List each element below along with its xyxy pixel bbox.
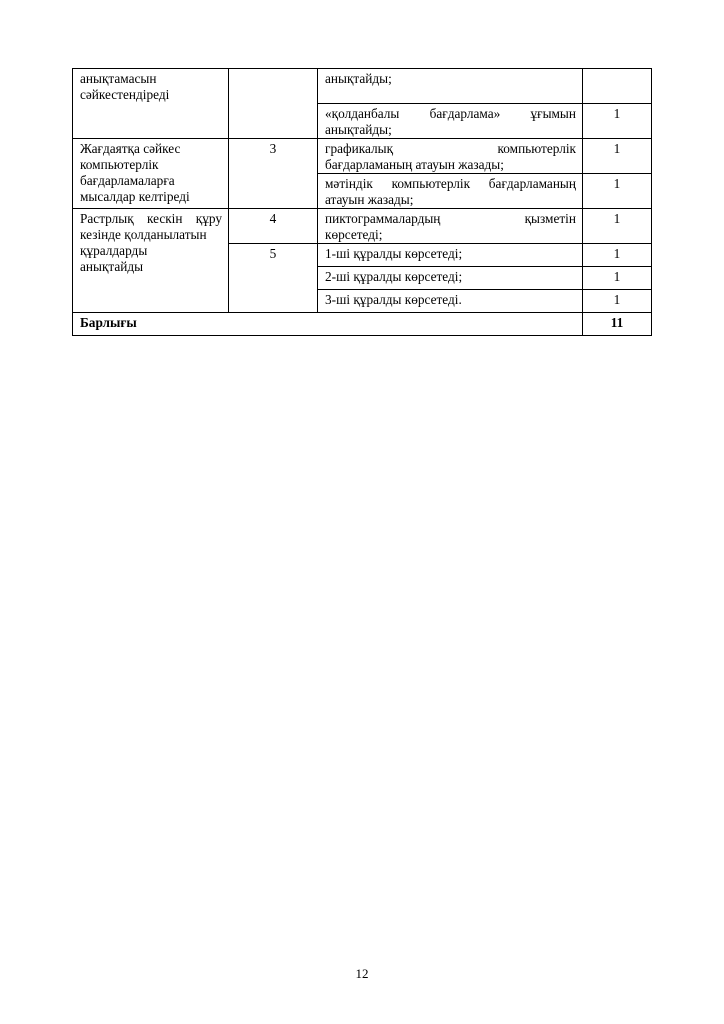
objective-line: кезінде қолданылатын (80, 227, 207, 242)
objective-cell (73, 69, 229, 139)
objective-line: мысалдар келтіреді (80, 189, 190, 204)
objective-line: сәйкестендіреді (80, 87, 170, 102)
total-row (73, 313, 652, 336)
criterion-line: 2-ші құралды көрсетеді; (325, 269, 463, 284)
criterion-word: «қолданбалы (325, 106, 400, 121)
criterion-cell (318, 267, 583, 290)
score-cell (583, 69, 652, 104)
score-cell: 1 (583, 290, 652, 313)
assessment-table (72, 68, 652, 336)
total-value: 11 (583, 313, 652, 336)
task-number-cell: 3 (229, 139, 318, 209)
score-cell: 1 (583, 104, 652, 139)
objective-line: құралдарды (80, 243, 148, 258)
criterion-word: ұғымын (530, 106, 576, 121)
objective-line: Растрлық кескін құру (80, 211, 222, 226)
criterion-line (325, 106, 576, 122)
score-cell: 1 (583, 174, 652, 209)
criterion-line: 1-ші құралды көрсетеді; (325, 246, 463, 261)
criterion-line: бағдарламаның атауын жазады; (325, 157, 504, 172)
table-row (73, 69, 652, 104)
criterion-cell (318, 174, 583, 209)
criterion-line: 3-ші құралды көрсетеді. (325, 292, 462, 307)
objective-line: компьютерлік (80, 157, 159, 172)
objective-line: анықтамасын (80, 71, 157, 86)
criterion-cell (318, 209, 583, 244)
objective-line: Жағдаятқа сәйкес (80, 141, 181, 156)
objective-cell (73, 139, 229, 209)
score-cell: 1 (583, 139, 652, 174)
task-number-cell: 4 (229, 209, 318, 244)
page-number: 12 (355, 966, 369, 981)
criterion-word: бағдарлама» (429, 106, 501, 121)
criterion-line: атауын жазады; (325, 192, 414, 207)
table-row (73, 209, 652, 244)
criterion-cell (318, 244, 583, 267)
criterion-line: графикалық компьютерлік (325, 141, 576, 156)
criterion-line: анықтайды; (325, 71, 392, 86)
score-cell: 1 (583, 267, 652, 290)
score-cell: 1 (583, 244, 652, 267)
objective-cell (73, 209, 229, 313)
score-cell: 1 (583, 209, 652, 244)
criterion-cell (318, 139, 583, 174)
criterion-line: анықтайды; (325, 122, 392, 137)
criterion-line: көрсетеді; (325, 227, 383, 242)
objective-line: бағдарламаларға (80, 173, 175, 188)
table-row (73, 139, 652, 174)
task-number-cell (229, 69, 318, 139)
task-number-cell: 5 (229, 244, 318, 313)
criterion-cell (318, 69, 583, 104)
total-label: Барлығы (73, 313, 583, 336)
criterion-cell (318, 104, 583, 139)
objective-line: анықтайды (80, 259, 144, 274)
criterion-cell (318, 290, 583, 313)
criterion-line: мәтіндік компьютерлік бағдарламаның (325, 176, 576, 191)
criterion-line: пиктограммалардың қызметін (325, 211, 576, 226)
